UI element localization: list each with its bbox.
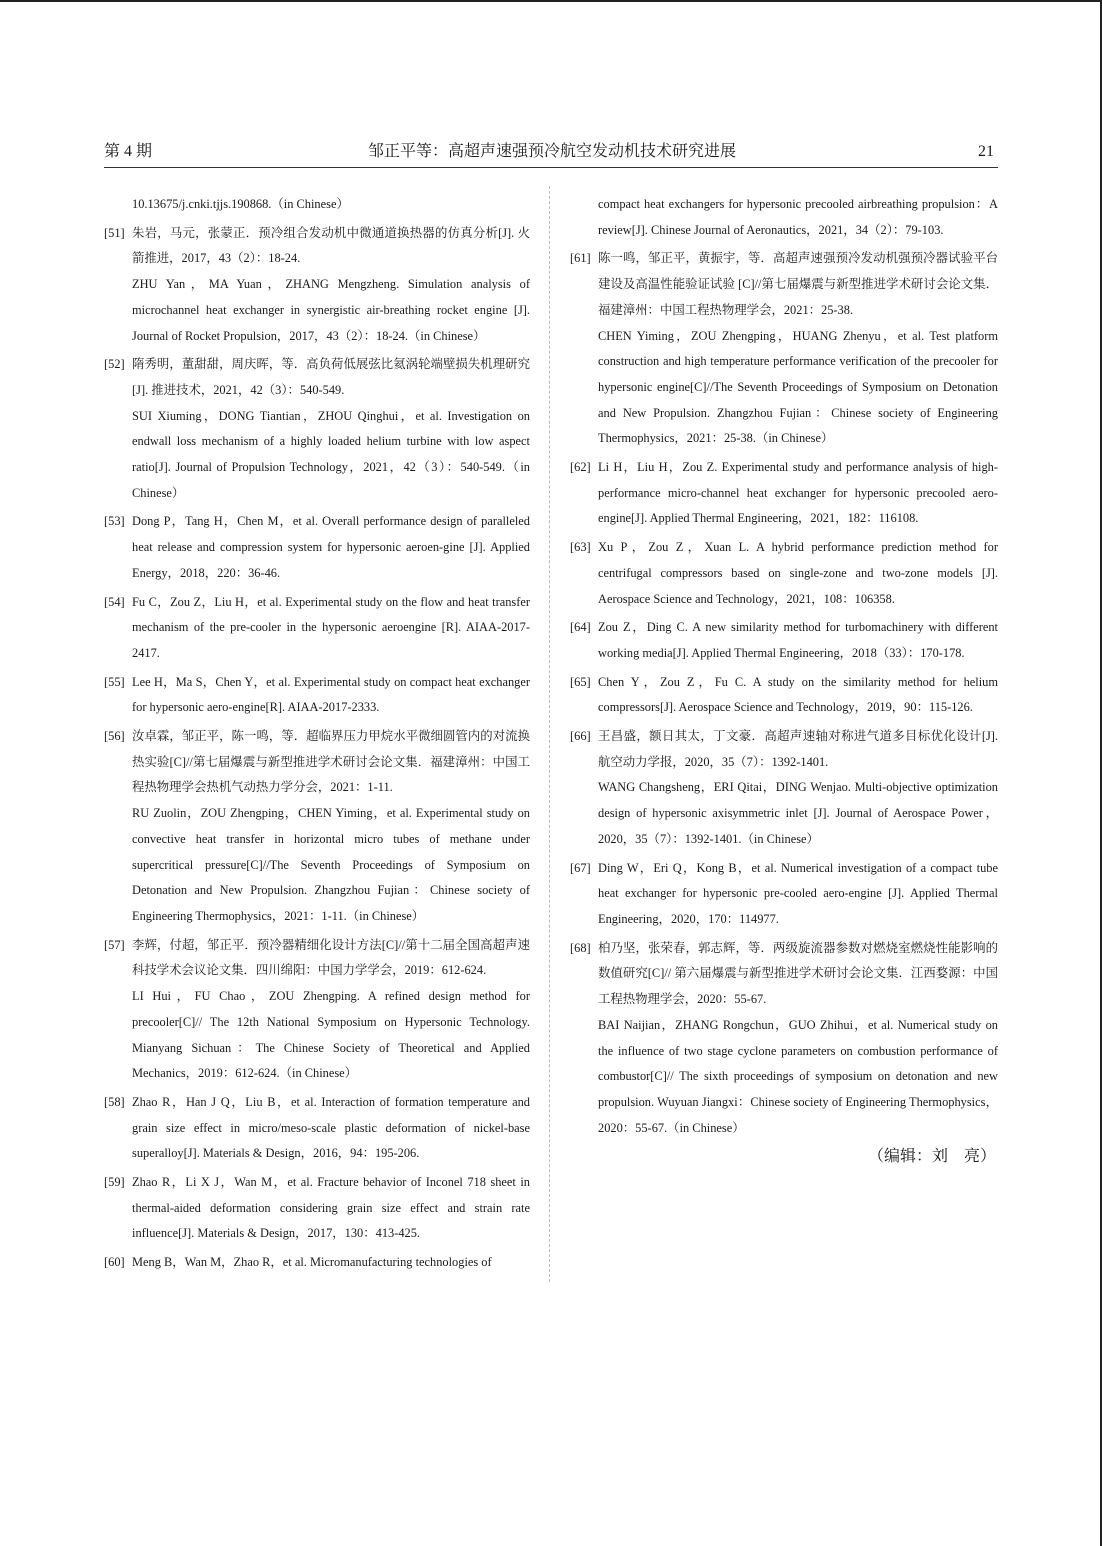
reference-item <box>104 670 530 721</box>
reference-number: [59] <box>104 1175 125 1190</box>
reference-text: 王昌盛，额日其太，丁文豪．高超声速轴对称进气道多目标优化设计[J]. 航空动力学报，2020，35（7）：1392-1401. <box>598 729 998 769</box>
running-header <box>104 141 994 167</box>
reference-translation: RU Zuolin，ZOU Zhengping，CHEN Yiming，et al. Experimental study on convective heat transfer in horizontal micro tubes of methane under supercritical pressure[C]//The Seventh Proceedings of Symposium on Detonation and New Propulsion. Zhangzhou Fujian：Chinese society of Engineering Thermophysics，2021：1-11.（in Chinese） <box>132 806 530 923</box>
reference-item <box>104 221 530 350</box>
page-number: 21 <box>978 143 994 160</box>
header-rule <box>104 167 998 168</box>
reference-text: Xu P，Zou Z，Xuan L. A hybrid performance prediction method for centrifugal compressors based on single-zone and two-zone models [J]. Aerospace Science and Technology，2021，108：106358. <box>598 540 998 606</box>
reference-item <box>570 535 998 612</box>
reference-number: [53] <box>104 514 125 529</box>
reference-text: 10.13675/j.cnki.tjjs.190868.（in Chinese） <box>132 197 349 211</box>
reference-number: [67] <box>570 860 591 875</box>
reference-number: [52] <box>104 357 125 372</box>
references-right-column <box>570 192 998 1170</box>
reference-number: [57] <box>104 937 125 952</box>
reference-text: 汝卓霖，邹正平，陈一鸣，等．超临界压力甲烷水平微细圆管内的对流换热实验[C]//第七届爆震与新型推进学术研讨会论文集．福建漳州：中国工程热物理学会热机气动热力学分会，2021：1-11. <box>132 729 530 795</box>
reference-text: Zou Z，Ding C. A new similarity method for turbomachinery with different working media[J]. Applied Thermal Engineering，2018（33）：170-178. <box>598 620 998 660</box>
reference-item <box>104 1170 530 1247</box>
reference-number: [60] <box>104 1255 125 1270</box>
reference-item <box>570 192 998 243</box>
reference-text: Ding W，Eri Q，Kong B，et al. Numerical investigation of a compact tube heat exchanger for hypersonic pre-cooled aero-engine [J]. Applied Thermal Engineering，2020，170：114977. <box>598 860 998 926</box>
reference-item <box>104 352 530 506</box>
reference-translation: ZHU Yan，MA Yuan，ZHANG Mengzheng. Simulation analysis of microchannel heat exchanger in synergistic air-breathing rocket engine [J]. Journal of Rocket Propulsion，2017，43（2）：18-24.（in Chinese） <box>132 277 530 343</box>
reference-number: [63] <box>570 540 591 555</box>
reference-text: compact heat exchangers for hypersonic precooled airbreathing propulsion：A review[J]. Chinese Journal of Aeronautics，2021，34（2）：79-103. <box>598 197 998 237</box>
reference-number: [64] <box>570 620 591 635</box>
reference-text: Lee H，Ma S，Chen Y，et al. Experimental study on compact heat exchanger for hypersonic aero-engine[R]. AIAA-2017-2333. <box>132 674 530 715</box>
reference-translation: WANG Changsheng，ERI Qitai，DING Wenjao. Multi-objective optimization design of hypersonic axisymmetric inlet [J]. Journal of Aerospace Power，2020，35（7）：1392-1401.（in Chinese） <box>598 780 998 846</box>
reference-text: 朱岩，马元，张蒙正．预冷组合发动机中微通道换热器的仿真分析[J]. 火箭推进，2017，43（2）：18-24. <box>132 225 530 266</box>
reference-number: [51] <box>104 225 125 240</box>
reference-number: [66] <box>570 729 591 744</box>
reference-item <box>570 856 998 933</box>
reference-text: 李辉，付超，邹正平．预冷器精细化设计方法[C]//第十二届全国高超声速科技学术会议论文集．四川绵阳：中国力学学会，2019：612-624. <box>132 937 530 978</box>
reference-text: Zhao R，Han J Q，Liu B，et al. Interaction of formation temperature and grain size effect in micro/meso-scale plastic deformation of nickel-base superalloy[J]. Materials & Design，2016，94：195-206. <box>132 1094 530 1161</box>
reference-item <box>104 1250 530 1276</box>
reference-number: [61] <box>570 251 591 266</box>
reference-number: [55] <box>104 674 125 689</box>
reference-text: 陈一鸣，邹正平，黄振宇，等．高超声速强预冷发动机强预冷器试验平台建设及高温性能验证试验 [C]//第七届爆震与新型推进学术研讨会论文集．福建漳州：中国工程热物理学会，2021：25-38. <box>598 251 998 317</box>
reference-item <box>104 724 530 930</box>
editor-credit: （编辑：刘 亮） <box>867 1148 996 1166</box>
reference-item <box>570 615 998 666</box>
reference-item <box>104 192 530 218</box>
reference-text: Meng B，Wan M，Zhao R，et al. Micromanufacturing technologies of <box>132 1255 492 1270</box>
reference-text: 柏乃坚，张荣春，郭志辉，等．两级旋流器参数对燃烧室燃烧性能影响的数值研究[C]// 第六届爆震与新型推进学术研讨会论文集．江西婺源：中国工程热物理学会，2020：55-67. <box>598 940 998 1007</box>
reference-translation: BAI Naijian，ZHANG Rongchun，GUO Zhihui，et al. Numerical study on the influence of two stage cyclone parameters on combustion performance of combustor[C]// The sixth proceedings of symposium on detonation and new propulsion. Wuyuan Jiangxi：Chinese society of Engineering Thermophysics，2020：55-67.（in Chinese） <box>598 1017 998 1135</box>
reference-translation: LI Hui，FU Chao，ZOU Zhengping. A refined design method for precooler[C]// The 12th National Symposium on Hypersonic Technology. Mianyang Sichuan：The Chinese Society of Theoretical and Applied Mechanics，2019：612-624.（in Chinese） <box>132 989 530 1081</box>
references-left-column <box>104 192 530 1279</box>
reference-number: [56] <box>104 729 125 744</box>
reference-item <box>570 455 998 532</box>
reference-number: [58] <box>104 1094 125 1109</box>
reference-text: Zhao R，Li X J，Wan M，et al. Fracture behavior of Inconel 718 sheet in thermal-aided deformation considering grain size effect and strain rate influence[J]. Materials & Design，2017，130：413-425. <box>132 1175 530 1241</box>
reference-number: [54] <box>104 594 125 609</box>
reference-item <box>570 936 998 1142</box>
reference-text: Dong P，Tang H，Chen M，et al. Overall performance design of paralleled heat release and compression system for hypersonic aeroen-gine [J]. Applied Energy，2018，220：36-46. <box>132 514 530 580</box>
reference-text: Li H，Liu H，Zou Z. Experimental study and performance analysis of high-performance micro-channel heat exchanger for hypersonic precooled aero-engine[J]. Applied Thermal Engineering，2021，182：116108. <box>598 460 998 526</box>
running-title: 邹正平等：高超声速强预冷航空发动机技术研究进展 <box>368 143 737 160</box>
page-top-edge <box>0 0 1102 2</box>
reference-text: 隋秀明，董甜甜，周庆晖，等．高负荷低展弦比氦涡轮端壁损失机理研究[J]. 推进技术，2021，42（3）：540-549. <box>132 357 530 397</box>
reference-number: [62] <box>570 460 591 475</box>
reference-item <box>104 590 530 667</box>
reference-translation: CHEN Yiming，ZOU Zhengping，HUANG Zhenyu，et al. Test platform construction and high temperature performance verification of the precooler for hypersonic engine[C]//The Seventh Proceedings of Symposium on Detonation and New Propulsion. Zhangzhou Fujian：Chinese society of Engineering Thermophysics，2021：25-38.（in Chinese） <box>598 328 998 446</box>
reference-item <box>570 724 998 853</box>
reference-item <box>104 509 530 586</box>
issue-number: 第 4 期 <box>104 143 153 160</box>
reference-item <box>570 670 998 721</box>
reference-text: Chen Y，Zou Z，Fu C. A study on the similarity method for helium compressors[J]. Aerospace Science and Technology，2019，90：115-126. <box>598 674 998 715</box>
reference-number: [65] <box>570 674 591 689</box>
reference-item <box>570 246 998 452</box>
reference-translation: SUI Xiuming，DONG Tiantian，ZHOU Qinghui，et al. Investigation on endwall loss mechanism of a highly loaded helium turbine with low aspect ratio[J]. Journal of Propulsion Technology，2021，42（3）：540-549.（in Chinese） <box>132 408 530 500</box>
column-divider <box>549 186 550 1282</box>
reference-number: [68] <box>570 940 591 955</box>
reference-item <box>104 933 530 1087</box>
reference-item <box>104 1090 530 1167</box>
reference-text: Fu C，Zou Z，Liu H，et al. Experimental study on the flow and heat transfer mechanism of the pre-cooler in the hypersonic aeroengine [R]. AIAA-2017-2417. <box>132 594 530 660</box>
